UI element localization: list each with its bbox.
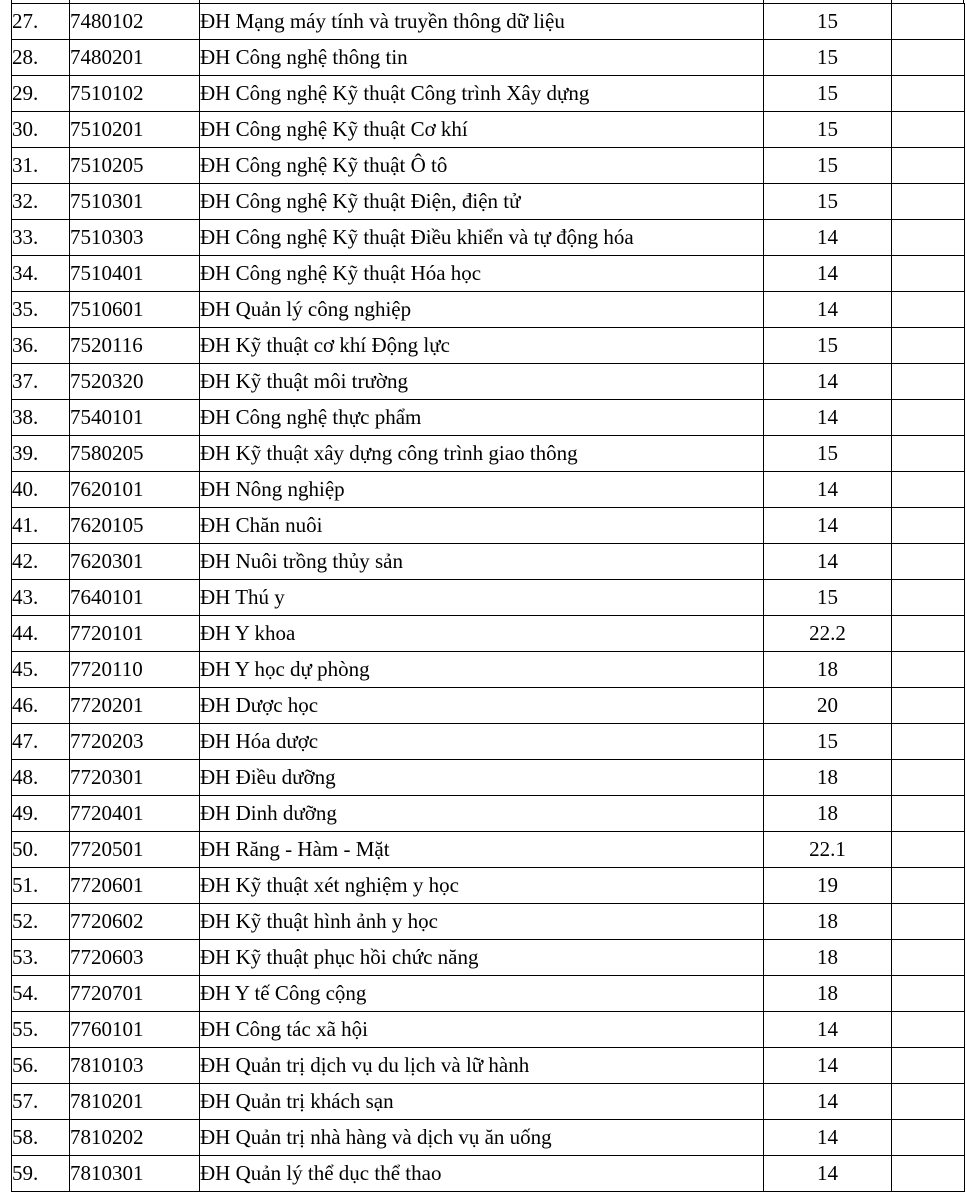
row-number-cell: 58. — [12, 1120, 70, 1156]
table-row — [12, 400, 965, 436]
program-name-cell: ĐH Điều dưỡng — [200, 760, 764, 796]
program-code-cell: 7720401 — [70, 796, 200, 832]
row-number-cell: 41. — [12, 508, 70, 544]
row-number-cell: 37. — [12, 364, 70, 400]
program-code-cell: 7480102 — [70, 4, 200, 40]
program-name-cell: ĐH Công nghệ Kỹ thuật Điều khiển và tự động hóa — [200, 220, 764, 256]
note-cell — [892, 184, 965, 220]
cutoff-score-cell: 19 — [764, 868, 892, 904]
cutoff-score-cell: 14 — [764, 1120, 892, 1156]
program-name-cell: ĐH Hóa dược — [200, 724, 764, 760]
note-cell — [892, 1048, 965, 1084]
program-code-cell: 7720601 — [70, 868, 200, 904]
note-cell — [892, 1012, 965, 1048]
cutoff-score-cell: 20 — [764, 688, 892, 724]
row-number-cell: 30. — [12, 112, 70, 148]
row-number-cell: 46. — [12, 688, 70, 724]
program-code-cell: 7510303 — [70, 220, 200, 256]
program-code-cell: 7810202 — [70, 1120, 200, 1156]
row-number-cell: 53. — [12, 940, 70, 976]
row-number-cell: 32. — [12, 184, 70, 220]
cutoff-score-cell: 18 — [764, 904, 892, 940]
row-number-cell: 31. — [12, 148, 70, 184]
table-row — [12, 1156, 965, 1192]
cutoff-score-cell: 14 — [764, 1048, 892, 1084]
note-cell — [892, 472, 965, 508]
table-row — [12, 904, 965, 940]
note-cell — [892, 76, 965, 112]
table-row — [12, 616, 965, 652]
program-code-cell: 7720301 — [70, 760, 200, 796]
program-code-cell: 7510301 — [70, 184, 200, 220]
program-code-cell: 7510102 — [70, 76, 200, 112]
table-row — [12, 1120, 965, 1156]
note-cell — [892, 1120, 965, 1156]
table-row — [12, 652, 965, 688]
row-number-cell: 49. — [12, 796, 70, 832]
note-cell — [892, 760, 965, 796]
program-code-cell: 7510201 — [70, 112, 200, 148]
program-code-cell: 7620105 — [70, 508, 200, 544]
program-name-cell: ĐH Công nghệ thực phẩm — [200, 400, 764, 436]
row-number-cell: 27. — [12, 4, 70, 40]
cutoff-score-cell: 14 — [764, 1156, 892, 1192]
note-cell — [892, 148, 965, 184]
table-row — [12, 40, 965, 76]
row-number-cell: 54. — [12, 976, 70, 1012]
cutoff-score-cell: 18 — [764, 976, 892, 1012]
table-row — [12, 796, 965, 832]
note-cell — [892, 4, 965, 40]
program-code-cell: 7720110 — [70, 652, 200, 688]
program-name-cell: ĐH Chăn nuôi — [200, 508, 764, 544]
program-name-cell: ĐH Công nghệ Kỹ thuật Công trình Xây dựng — [200, 76, 764, 112]
row-number-cell: 59. — [12, 1156, 70, 1192]
row-number-cell: 36. — [12, 328, 70, 364]
table-body — [12, 4, 965, 1192]
program-code-cell: 7520320 — [70, 364, 200, 400]
row-number-cell: 55. — [12, 1012, 70, 1048]
program-code-cell: 7760101 — [70, 1012, 200, 1048]
program-code-cell: 7810103 — [70, 1048, 200, 1084]
table-row — [12, 832, 965, 868]
row-number-cell: 45. — [12, 652, 70, 688]
note-cell — [892, 436, 965, 472]
table-row — [12, 472, 965, 508]
note-cell — [892, 652, 965, 688]
program-name-cell: ĐH Y tế Công cộng — [200, 976, 764, 1012]
table-row — [12, 1012, 965, 1048]
row-number-cell: 42. — [12, 544, 70, 580]
program-name-cell: ĐH Kỹ thuật hình ảnh y học — [200, 904, 764, 940]
row-number-cell: 35. — [12, 292, 70, 328]
program-name-cell: ĐH Y học dự phòng — [200, 652, 764, 688]
note-cell — [892, 112, 965, 148]
program-code-cell: 7580205 — [70, 436, 200, 472]
program-code-cell: 7520116 — [70, 328, 200, 364]
row-number-cell: 39. — [12, 436, 70, 472]
row-number-cell: 48. — [12, 760, 70, 796]
program-name-cell: ĐH Kỹ thuật xây dựng công trình giao thông — [200, 436, 764, 472]
note-cell — [892, 292, 965, 328]
note-cell — [892, 904, 965, 940]
row-number-cell: 56. — [12, 1048, 70, 1084]
row-number-cell: 40. — [12, 472, 70, 508]
row-number-cell: 34. — [12, 256, 70, 292]
note-cell — [892, 688, 965, 724]
program-name-cell: ĐH Quản trị khách sạn — [200, 1084, 764, 1120]
cutoff-score-cell: 22.1 — [764, 832, 892, 868]
row-number-cell: 33. — [12, 220, 70, 256]
program-code-cell: 7620101 — [70, 472, 200, 508]
program-name-cell: ĐH Công tác xã hội — [200, 1012, 764, 1048]
program-code-cell: 7640101 — [70, 580, 200, 616]
table-row — [12, 436, 965, 472]
program-name-cell: ĐH Quản lý thể dục thể thao — [200, 1156, 764, 1192]
table-row — [12, 868, 965, 904]
program-name-cell: ĐH Quản lý công nghiệp — [200, 292, 764, 328]
note-cell — [892, 868, 965, 904]
table-row — [12, 184, 965, 220]
program-name-cell: ĐH Công nghệ Kỹ thuật Điện, điện tử — [200, 184, 764, 220]
program-name-cell: ĐH Kỹ thuật môi trường — [200, 364, 764, 400]
program-name-cell: ĐH Kỹ thuật cơ khí Động lực — [200, 328, 764, 364]
cutoff-score-cell: 14 — [764, 544, 892, 580]
program-code-cell: 7720201 — [70, 688, 200, 724]
cutoff-score-cell: 14 — [764, 508, 892, 544]
row-number-cell: 44. — [12, 616, 70, 652]
program-name-cell: ĐH Quản trị nhà hàng và dịch vụ ăn uống — [200, 1120, 764, 1156]
program-name-cell: ĐH Dinh dưỡng — [200, 796, 764, 832]
note-cell — [892, 364, 965, 400]
table-row — [12, 112, 965, 148]
note-cell — [892, 832, 965, 868]
program-code-cell: 7720603 — [70, 940, 200, 976]
cutoff-score-cell: 14 — [764, 472, 892, 508]
row-number-cell: 38. — [12, 400, 70, 436]
program-name-cell: ĐH Nuôi trồng thủy sản — [200, 544, 764, 580]
cutoff-score-cell: 18 — [764, 796, 892, 832]
table-row — [12, 4, 965, 40]
note-cell — [892, 400, 965, 436]
note-cell — [892, 616, 965, 652]
table-row — [12, 364, 965, 400]
cutoff-score-cell: 14 — [764, 220, 892, 256]
cutoff-score-cell: 15 — [764, 328, 892, 364]
cutoff-score-cell: 22.2 — [764, 616, 892, 652]
program-name-cell: ĐH Quản trị dịch vụ du lịch và lữ hành — [200, 1048, 764, 1084]
program-name-cell: ĐH Công nghệ thông tin — [200, 40, 764, 76]
note-cell — [892, 40, 965, 76]
program-name-cell: ĐH Công nghệ Kỹ thuật Hóa học — [200, 256, 764, 292]
cutoff-score-cell: 18 — [764, 760, 892, 796]
row-number-cell: 57. — [12, 1084, 70, 1120]
note-cell — [892, 328, 965, 364]
note-cell — [892, 1156, 965, 1192]
program-name-cell: ĐH Thú y — [200, 580, 764, 616]
table-row — [12, 544, 965, 580]
cutoff-score-cell: 18 — [764, 940, 892, 976]
cutoff-score-cell: 14 — [764, 400, 892, 436]
cutoff-score-cell: 15 — [764, 148, 892, 184]
program-name-cell: ĐH Răng - Hàm - Mặt — [200, 832, 764, 868]
note-cell — [892, 796, 965, 832]
table-row — [12, 1048, 965, 1084]
program-code-cell: 7620301 — [70, 544, 200, 580]
admission-score-table — [11, 3, 965, 1192]
table-row — [12, 1084, 965, 1120]
program-name-cell: ĐH Y khoa — [200, 616, 764, 652]
program-name-cell: ĐH Kỹ thuật phục hồi chức năng — [200, 940, 764, 976]
program-code-cell: 7720501 — [70, 832, 200, 868]
note-cell — [892, 220, 965, 256]
row-number-cell: 52. — [12, 904, 70, 940]
row-number-cell: 43. — [12, 580, 70, 616]
table-row — [12, 220, 965, 256]
table-row — [12, 688, 965, 724]
cutoff-score-cell: 14 — [764, 1084, 892, 1120]
table-row — [12, 976, 965, 1012]
table-row — [12, 940, 965, 976]
note-cell — [892, 256, 965, 292]
cutoff-score-cell: 14 — [764, 256, 892, 292]
program-name-cell: ĐH Dược học — [200, 688, 764, 724]
program-code-cell: 7720602 — [70, 904, 200, 940]
row-number-cell: 47. — [12, 724, 70, 760]
cutoff-score-cell: 15 — [764, 76, 892, 112]
note-cell — [892, 580, 965, 616]
program-code-cell: 7810201 — [70, 1084, 200, 1120]
row-number-cell: 29. — [12, 76, 70, 112]
table-row — [12, 292, 965, 328]
program-code-cell: 7720101 — [70, 616, 200, 652]
note-cell — [892, 1084, 965, 1120]
program-code-cell: 7510601 — [70, 292, 200, 328]
program-code-cell: 7810301 — [70, 1156, 200, 1192]
cutoff-score-cell: 14 — [764, 364, 892, 400]
program-name-cell: ĐH Công nghệ Kỹ thuật Ô tô — [200, 148, 764, 184]
cutoff-score-cell: 15 — [764, 112, 892, 148]
cutoff-score-cell: 15 — [764, 184, 892, 220]
program-code-cell: 7540101 — [70, 400, 200, 436]
cutoff-score-cell: 15 — [764, 4, 892, 40]
cutoff-score-cell: 15 — [764, 436, 892, 472]
note-cell — [892, 724, 965, 760]
program-code-cell: 7720203 — [70, 724, 200, 760]
row-number-cell: 28. — [12, 40, 70, 76]
note-cell — [892, 508, 965, 544]
cutoff-score-cell: 14 — [764, 292, 892, 328]
program-code-cell: 7480201 — [70, 40, 200, 76]
cutoff-score-cell: 14 — [764, 1012, 892, 1048]
program-name-cell: ĐH Nông nghiệp — [200, 472, 764, 508]
row-number-cell: 51. — [12, 868, 70, 904]
note-cell — [892, 544, 965, 580]
program-name-cell: ĐH Kỹ thuật xét nghiệm y học — [200, 868, 764, 904]
program-code-cell: 7510401 — [70, 256, 200, 292]
table-row — [12, 508, 965, 544]
note-cell — [892, 940, 965, 976]
table-row — [12, 76, 965, 112]
table-row — [12, 724, 965, 760]
note-cell — [892, 976, 965, 1012]
program-name-cell: ĐH Mạng máy tính và truyền thông dữ liệu — [200, 4, 764, 40]
program-name-cell: ĐH Công nghệ Kỹ thuật Cơ khí — [200, 112, 764, 148]
table-row — [12, 328, 965, 364]
row-number-cell: 50. — [12, 832, 70, 868]
cutoff-score-cell: 15 — [764, 40, 892, 76]
table-row — [12, 580, 965, 616]
cutoff-score-cell: 18 — [764, 652, 892, 688]
table-row — [12, 760, 965, 796]
program-code-cell: 7510205 — [70, 148, 200, 184]
cutoff-score-cell: 15 — [764, 580, 892, 616]
cutoff-score-cell: 15 — [764, 724, 892, 760]
table-row — [12, 256, 965, 292]
program-code-cell: 7720701 — [70, 976, 200, 1012]
table-row — [12, 148, 965, 184]
